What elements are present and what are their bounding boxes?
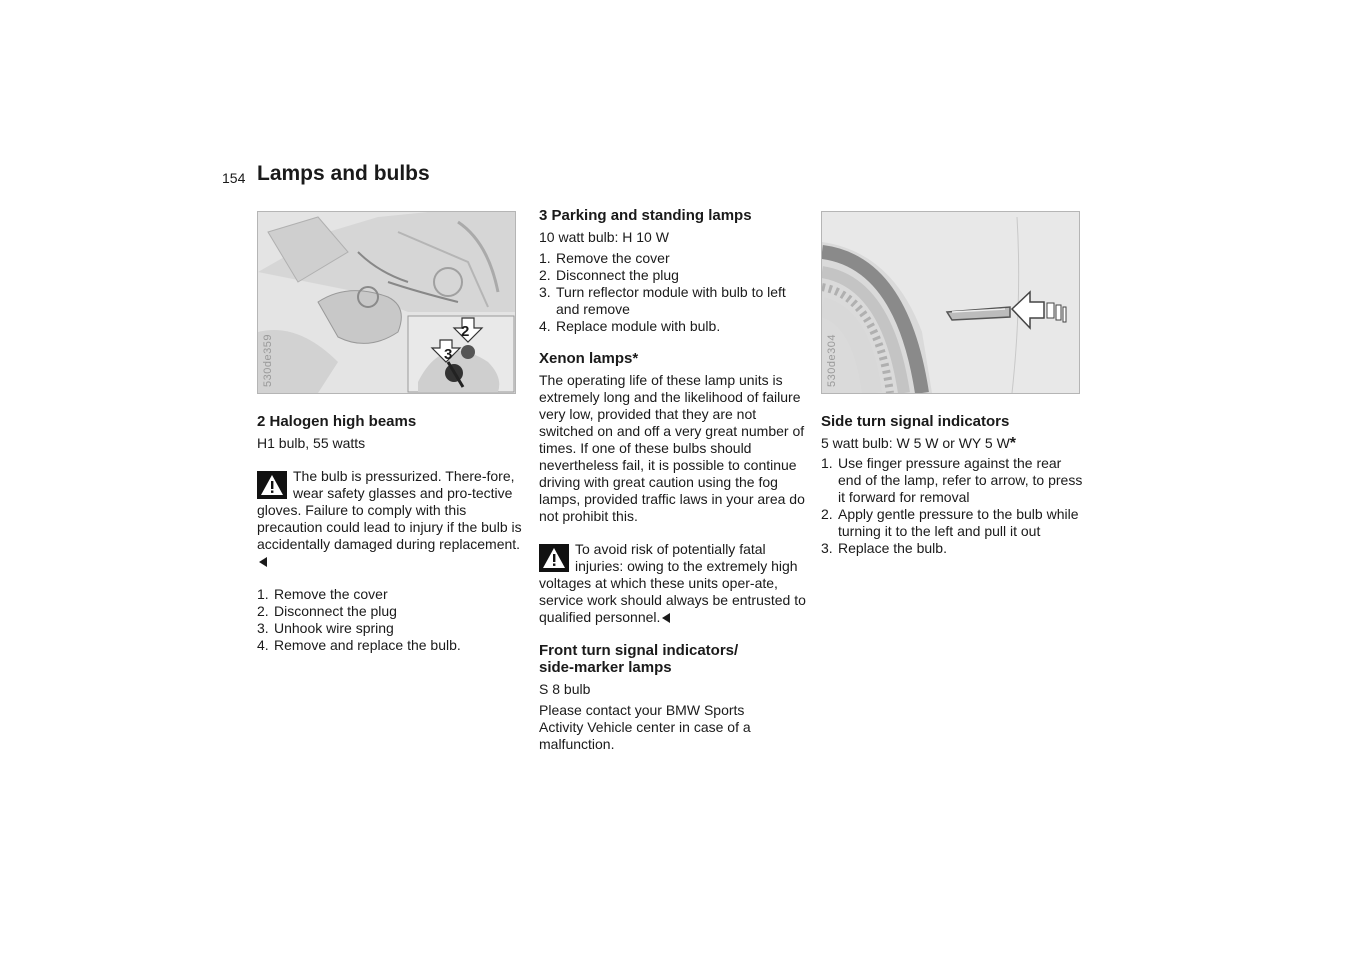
column-parking-xenon: [539, 207, 811, 753]
section-heading-xenon: Xenon lamps*: [539, 350, 639, 367]
callout-3: 3: [444, 346, 453, 363]
warning-block: [539, 541, 811, 626]
warning-text: To avoid risk of potentially fatal injuries: owing to the extremely high voltages at which these units oper-ate, service work should always be entrusted to qualified personnel.: [539, 541, 806, 625]
section-heading-front-turn: Front turn signal indicators/ side-marker lamps: [539, 642, 739, 676]
side-turn-spec: 5 watt bulb: W 5 W or WY 5 W*: [821, 435, 1017, 452]
warning-block: [257, 468, 529, 570]
end-of-warning-icon: [259, 557, 267, 567]
section-heading-parking: 3 Parking and standing lamps: [539, 207, 752, 224]
side-turn-signal-figure: [821, 211, 1080, 394]
list-item: 1. Use finger pressure against the rear end of the lamp, refer to arrow, to press it forward for removal: [821, 455, 1083, 505]
list-item: 3. Turn reflector module with bulb to left and remove: [539, 284, 786, 317]
side-turn-signal-illustration: [822, 212, 1079, 393]
list-item: 3. Unhook wire spring: [257, 620, 394, 636]
parking-spec: 10 watt bulb: H 10 W: [539, 229, 669, 245]
section-heading-halogen: 2 Halogen high beams: [257, 413, 417, 430]
warning-text: The bulb is pressurized. There-fore, wear safety glasses and pro-tective gloves. Failure to comply with this precaution could lead to injury if the bulb is accidentally damaged during replacement.: [257, 468, 522, 552]
front-turn-spec: S 8 bulb: [539, 681, 591, 697]
page-title: Lamps and bulbs: [257, 162, 430, 185]
warning-triangle-icon: [539, 544, 569, 572]
figure-code: 530de359: [262, 334, 274, 387]
list-item: 4. Replace module with bulb.: [539, 318, 721, 334]
front-turn-body: Please contact your BMW Sports Activity Vehicle center in case of a malfunction.: [539, 702, 751, 752]
column-side-turn: [821, 413, 1085, 557]
list-item: 2. Disconnect the plug: [257, 603, 397, 619]
list-item: 4. Remove and replace the bulb.: [257, 637, 461, 653]
xenon-body: The operating life of these lamp units is extremely long and the likelihood of failure very low, provided that they are not switched on and off a very great number of times. If one of these bulbs should nevertheless fail, it is possible to continue driving with great caution using the fog lamps, provided traffic laws in your area do not prohibit this.: [539, 372, 805, 524]
column-halogen: [257, 413, 529, 654]
section-heading-side-turn: Side turn signal indicators: [821, 413, 1010, 430]
parking-steps: [539, 250, 811, 335]
engine-compartment-illustration: [258, 212, 515, 393]
halogen-steps: [257, 586, 529, 654]
page-number: 154: [222, 170, 246, 186]
figure-code: 530de304: [826, 334, 838, 387]
end-of-warning-icon: [662, 613, 670, 623]
list-item: 2. Apply gentle pressure to the bulb while turning it to the left and pull it out: [821, 506, 1079, 539]
list-item: 2. Disconnect the plug: [539, 267, 679, 283]
list-item: 1. Remove the cover: [539, 250, 670, 266]
side-turn-steps: [821, 455, 1085, 557]
list-item: 1. Remove the cover: [257, 586, 388, 602]
engine-compartment-figure: [257, 211, 516, 394]
list-item: 3. Replace the bulb.: [821, 540, 947, 556]
callout-2: 2: [461, 323, 470, 340]
halogen-spec: H1 bulb, 55 watts: [257, 435, 366, 451]
warning-triangle-icon: [257, 471, 287, 499]
